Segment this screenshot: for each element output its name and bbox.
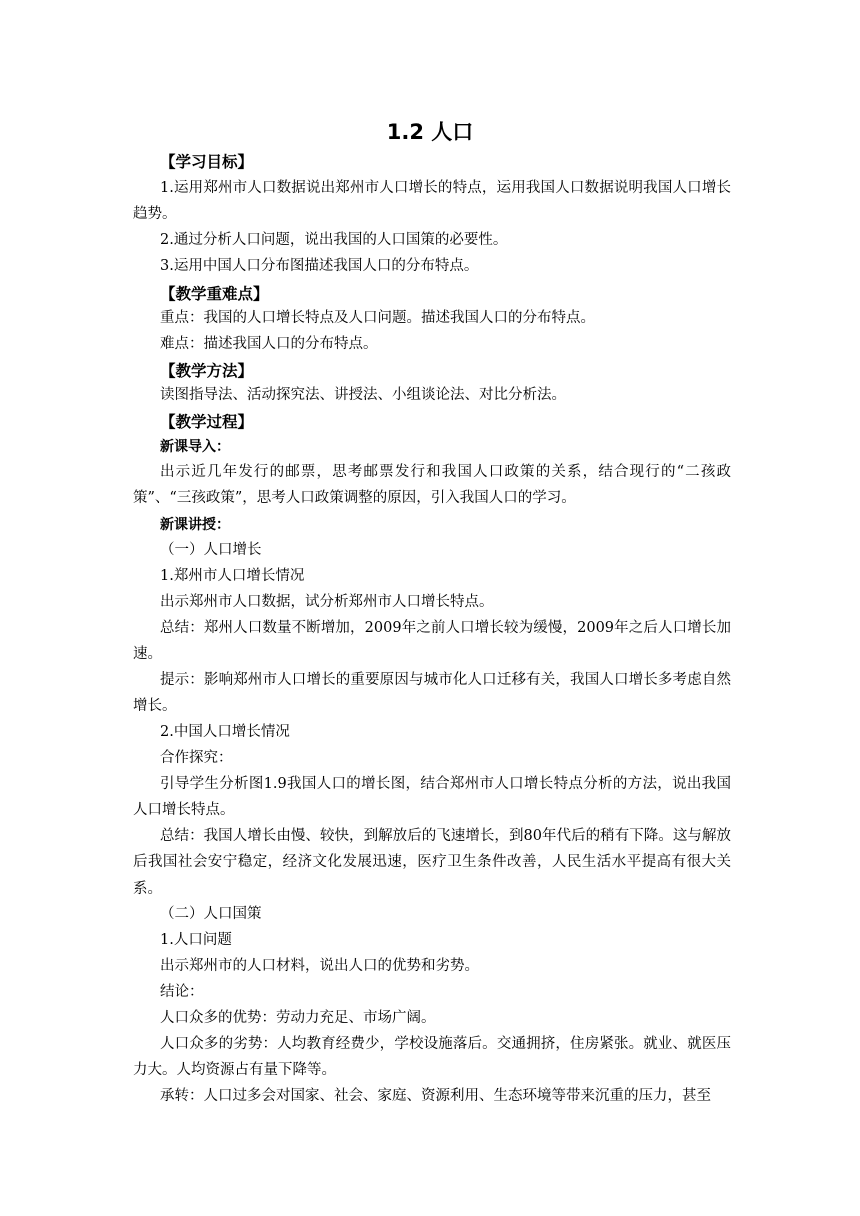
methods-text: 读图指导法、活动探究法、讲授法、小组谈论法、对比分析法。 (160, 387, 566, 403)
coop-label: 合作探究： (160, 750, 233, 766)
process-heading: 【教学过程】 (160, 413, 254, 431)
objective-1: 1.运用郑州市人口数据说出郑州市人口增长的特点，运用我国人口数据说明我国人口增长趋势。 (133, 180, 731, 223)
cn-summary: 总结：我国人增长由慢、较快，到解放后的飞速增长，到80年代后的稍有下降。这与解放后我国社会安宁稳定，经济文化发展迅速，医疗卫生条件改善，人民生活水平提高有很大关系。 (133, 828, 731, 897)
objective-2: 2.通过分析人口问题，说出我国的人口国策的必要性。 (160, 232, 508, 248)
keypoint-text: 重点：我国的人口增长特点及人口问题。描述我国人口的分布特点。 (160, 310, 595, 326)
intro-text: 出示近几年发行的邮票，思考邮票发行和我国人口政策的关系，结合现行的“二孩政策”、“三孩政策”，思考人口政策调整的原因，引入我国人口的学习。 (133, 464, 731, 507)
zz-show: 出示郑州市人口数据，试分析郑州市人口增长特点。 (160, 594, 494, 610)
methods-heading: 【教学方法】 (160, 362, 254, 380)
intro-heading: 新课导入： (160, 439, 230, 455)
objectives-heading: 【学习目标】 (160, 153, 254, 171)
disadvantage-text: 人口众多的劣势：人均教育经费少，学校设施落后。交通拥挤，住房紧张。就业、就医压力大。人均资源占有量下降等。 (133, 1036, 731, 1079)
lecture-heading: 新课讲授： (160, 517, 230, 533)
advantage-text: 人口众多的优势：劳动力充足、市场广阔。 (160, 1010, 436, 1026)
part1-heading: （一）人口增长 (160, 542, 262, 558)
part2-heading: （二）人口国策 (160, 906, 262, 922)
difficulty-text: 难点：描述我国人口的分布特点。 (160, 336, 378, 352)
zz-tip: 提示：影响郑州市人口增长的重要原因与城市化人口迁移有关，我国人口增长多考虑自然增长。 (133, 672, 731, 715)
problem-show: 出示郑州市的人口材料，说出人口的优势和劣势。 (160, 958, 479, 974)
zz-heading: 1.郑州市人口增长情况 (160, 568, 305, 584)
page-title: 1.2 人口 (386, 120, 474, 144)
cn-heading: 2.中国人口增长情况 (160, 724, 290, 740)
objective-3: 3.运用中国人口分布图描述我国人口的分布特点。 (160, 258, 479, 274)
conclusion-label: 结论： (160, 984, 204, 1000)
zz-summary: 总结：郑州人口数量不断增加，2009年之前人口增长较为缓慢，2009年之后人口增长加速。 (133, 620, 731, 663)
keypoints-heading: 【教学重难点】 (160, 285, 269, 303)
problem-heading: 1.人口问题 (160, 932, 232, 948)
transition-text: 承转：人口过多会对国家、社会、家庭、资源利用、生态环境等带来沉重的压力，甚至 (160, 1088, 711, 1104)
guide-text: 引导学生分析图1.9我国人口的增长图，结合郑州市人口增长特点分析的方法，说出我国人口增长特点。 (133, 776, 731, 819)
